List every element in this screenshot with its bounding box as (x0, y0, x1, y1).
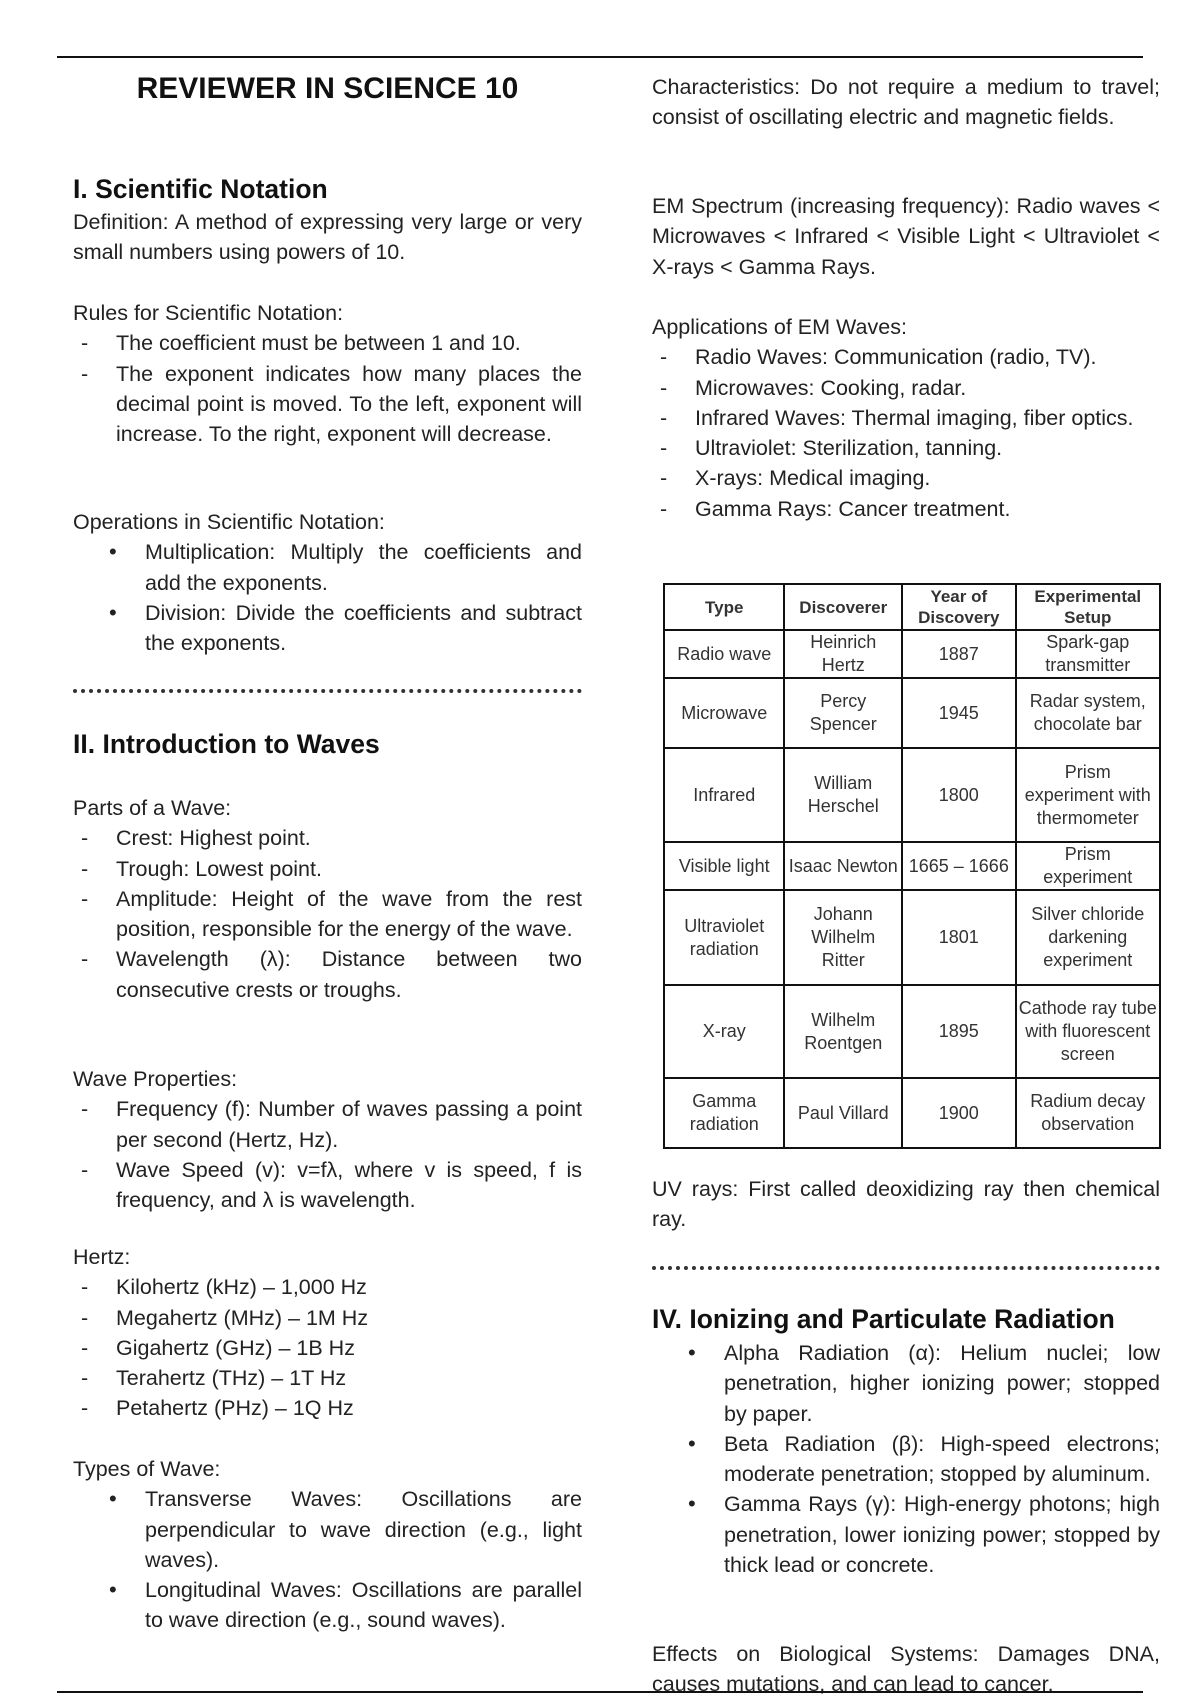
table-cell: Microwave (664, 678, 784, 748)
table-cell: X-ray (664, 985, 784, 1078)
uv-note: UV rays: First called deoxidizing ray then chemical ray. (652, 1177, 1160, 1232)
table-row (664, 842, 1160, 890)
table-row (664, 678, 1160, 748)
table-row (664, 985, 1160, 1078)
list-item: - Terahertz (THz) – 1T Hz (73, 1363, 582, 1393)
rules-label: Rules for Scientific Notation: (73, 301, 344, 325)
table-cell: Radio wave (664, 630, 784, 678)
table-cell: Radium decay observation (1016, 1078, 1160, 1148)
page-title: REVIEWER IN SCIENCE 10 (136, 72, 519, 105)
table-row (664, 1078, 1160, 1148)
operations-block (73, 507, 582, 658)
list-item: - The coefficient must be between 1 and 10. (73, 328, 582, 358)
list-item: - Petahertz (PHz) – 1Q Hz (73, 1393, 582, 1423)
list-item: • Transverse Waves: Oscillations are perpendicular to wave direction (e.g., light waves). (73, 1484, 582, 1575)
list-item: - Radio Waves: Communication (radio, TV). (652, 342, 1160, 372)
table-cell: 1801 (902, 890, 1016, 985)
list-item: - Microwaves: Cooking, radar. (652, 373, 1160, 403)
table-row (664, 630, 1160, 678)
dotted-divider (652, 1266, 1160, 1270)
list-item: - The exponent indicates how many places the decimal point is moved. To the left, exponent will increase. To the right, exponent will decrease. (73, 359, 582, 450)
table-cell: 1895 (902, 985, 1016, 1078)
table-cell: Radar system, chocolate bar (1016, 678, 1160, 748)
table-cell: Heinrich Hertz (784, 630, 902, 678)
list-item: - Wave Speed (v): v=fλ, where v is speed, f is frequency, and λ is wavelength. (73, 1155, 582, 1216)
section-heading: IV. Ionizing and Particulate Radiation (652, 1304, 1115, 1334)
table-cell: Gamma radiation (664, 1078, 784, 1148)
top-rule (57, 56, 1143, 58)
hertz-label: Hertz: (73, 1245, 131, 1269)
list-item: - Wavelength (λ): Distance between two consecutive crests or troughs. (73, 944, 582, 1005)
operations-label: Operations in Scientific Notation: (73, 510, 385, 534)
section-1-heading-block (73, 173, 582, 205)
table-row (664, 890, 1160, 985)
list-item: • Gamma Rays (γ): High-energy photons; high penetration, lower ionizing power; stopped by thick lead or concrete. (652, 1489, 1160, 1580)
table-cell: Ultraviolet radiation (664, 890, 784, 985)
section-heading: I. Scientific Notation (73, 174, 328, 204)
table-cell: 1665 – 1666 (902, 842, 1016, 890)
definition: Definition: A method of expressing very large or very small numbers using powers of 10. (73, 210, 582, 265)
table-cell: Cathode ray tube with fluorescent screen (1016, 985, 1160, 1078)
list-item: • Beta Radiation (β): High-speed electrons; moderate penetration; stopped by aluminum. (652, 1429, 1160, 1490)
list-item: - X-rays: Medical imaging. (652, 463, 1160, 493)
table-cell: 1887 (902, 630, 1016, 678)
table-row (664, 748, 1160, 842)
types-block (73, 1454, 582, 1636)
table-cell: Silver chloride darkening experiment (1016, 890, 1160, 985)
biological-effects: Effects on Biological Systems: Damages DNA, causes mutations, and can lead to cancer. (652, 1642, 1160, 1697)
hertz-list (73, 1272, 582, 1423)
hertz-block (73, 1242, 582, 1424)
radiation-block (652, 1338, 1160, 1580)
properties-label: Wave Properties: (73, 1067, 238, 1091)
applications-label: Applications of EM Waves: (652, 315, 907, 339)
table-header-row (664, 584, 1160, 630)
list-item: - Frequency (f): Number of waves passing a point per second (Hertz, Hz). (73, 1094, 582, 1155)
table-cell: 1800 (902, 748, 1016, 842)
types-label: Types of Wave: (73, 1457, 221, 1481)
rules-list (73, 328, 582, 449)
types-list (73, 1484, 582, 1635)
parts-label: Parts of a Wave: (73, 796, 232, 820)
table-cell: Infrared (664, 748, 784, 842)
table-cell: Prism experiment (1016, 842, 1160, 890)
em-spectrum: EM Spectrum (increasing frequency): Radio waves < Microwaves < Infrared < Visible Light < Ultraviolet < X-rays < Gamma Rays. (652, 194, 1160, 279)
properties-list (73, 1094, 582, 1215)
table-cell: William Herschel (784, 748, 902, 842)
applications-list (652, 342, 1160, 524)
rules-block (73, 298, 582, 449)
list-item: - Gigahertz (GHz) – 1B Hz (73, 1333, 582, 1363)
em-discovery-table (663, 583, 1161, 1149)
properties-block (73, 1064, 582, 1215)
applications-block (652, 312, 1160, 524)
table-header: Type (664, 584, 784, 630)
list-item: - Amplitude: Height of the wave from the rest position, responsible for the energy of the wave. (73, 884, 582, 945)
radiation-list (652, 1338, 1160, 1580)
list-item: • Division: Divide the coefficients and subtract the exponents. (73, 598, 582, 659)
table-cell: Johann Wilhelm Ritter (784, 890, 902, 985)
table-cell: Isaac Newton (784, 842, 902, 890)
page-title-block (73, 74, 582, 104)
table-cell: Spark-gap transmitter (1016, 630, 1160, 678)
list-item: - Kilohertz (kHz) – 1,000 Hz (73, 1272, 582, 1302)
table-cell: 1945 (902, 678, 1016, 748)
characteristics: Characteristics: Do not require a medium to travel; consist of oscillating electric and magnetic fields. (652, 75, 1160, 130)
table-cell: 1900 (902, 1078, 1016, 1148)
table-cell: Wilhelm Roentgen (784, 985, 902, 1078)
list-item: - Trough: Lowest point. (73, 854, 582, 884)
table-cell: Prism experiment with thermometer (1016, 748, 1160, 842)
section-2-heading-block (73, 728, 582, 760)
table-header: Experimental Setup (1016, 584, 1160, 630)
list-item: - Infrared Waves: Thermal imaging, fiber optics. (652, 403, 1160, 433)
list-item: • Alpha Radiation (α): Helium nuclei; low penetration, higher ionizing power; stopped by paper. (652, 1338, 1160, 1429)
list-item: - Crest: Highest point. (73, 823, 582, 853)
table-cell: Paul Villard (784, 1078, 902, 1148)
section-heading: II. Introduction to Waves (73, 729, 380, 759)
list-item: - Ultraviolet: Sterilization, tanning. (652, 433, 1160, 463)
operations-list (73, 537, 582, 658)
bottom-rule (57, 1691, 1143, 1693)
list-item: - Megahertz (MHz) – 1M Hz (73, 1303, 582, 1333)
parts-list (73, 823, 582, 1005)
parts-block (73, 793, 582, 1005)
dotted-divider (73, 689, 582, 693)
section-4-heading-block (652, 1303, 1160, 1335)
list-item: • Longitudinal Waves: Oscillations are parallel to wave direction (e.g., sound waves). (73, 1575, 582, 1636)
table-cell: Percy Spencer (784, 678, 902, 748)
table-header: Year of Discovery (902, 584, 1016, 630)
table-cell: Visible light (664, 842, 784, 890)
table-header: Discoverer (784, 584, 902, 630)
list-item: • Multiplication: Multiply the coefficients and add the exponents. (73, 537, 582, 598)
list-item: - Gamma Rays: Cancer treatment. (652, 494, 1160, 524)
